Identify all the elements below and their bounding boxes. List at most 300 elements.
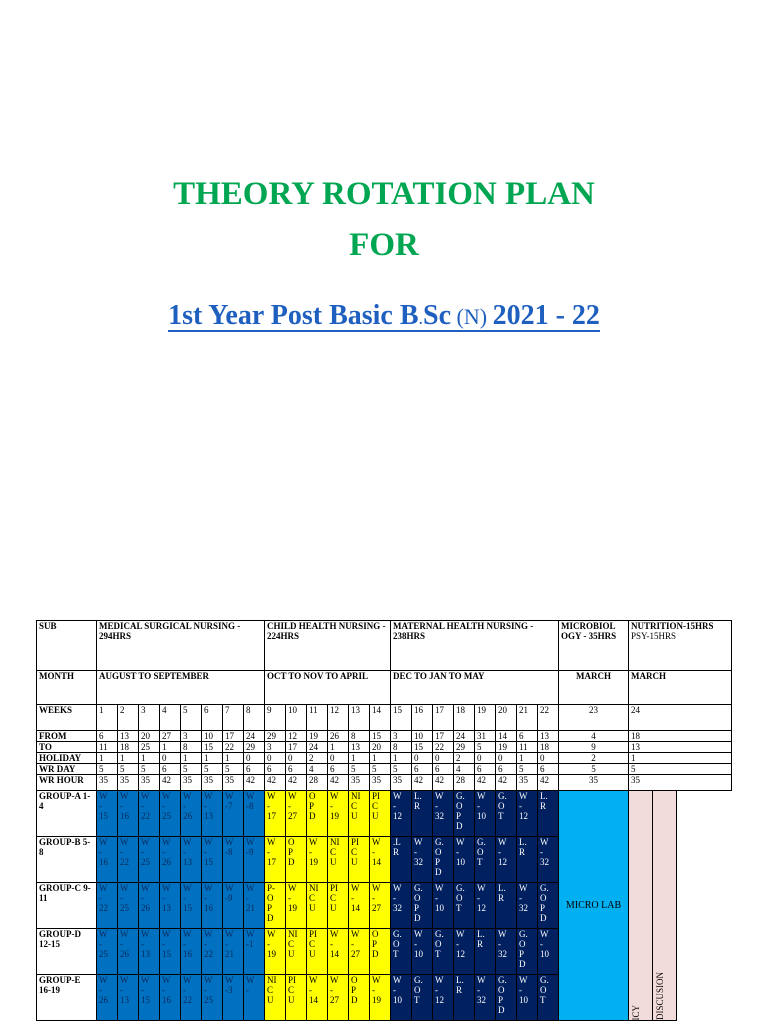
group-cell (370, 975, 391, 1021)
group-cell-text: D (414, 913, 421, 923)
group-cell-text: 14 (309, 995, 318, 1005)
group-cell-text: - (519, 801, 522, 811)
group-cell (328, 975, 349, 1021)
group-cell-text: 14 (330, 949, 339, 959)
from-cell: 10 (202, 731, 223, 742)
group-cell (160, 837, 181, 883)
group-cell-text: D (540, 913, 547, 923)
group-cell-text: R (477, 939, 484, 949)
group-cell-text: - (120, 985, 123, 995)
group-cell-text: .L (393, 837, 401, 847)
group-cell (307, 975, 328, 1021)
to-cell: 8 (181, 742, 202, 753)
group-cell-text: W (372, 837, 381, 847)
group-cell-text: T (477, 857, 483, 867)
group-cell-text: O (498, 801, 505, 811)
group-cell-text: O (267, 893, 274, 903)
group-cell-text: W (309, 975, 318, 985)
group-cell-text: - (183, 985, 186, 995)
group-cell-text: L. (456, 975, 464, 985)
group-cell-text: W (393, 975, 402, 985)
group-cell (538, 837, 559, 883)
wrday-cell: 5 (517, 764, 538, 775)
holiday-cell: 1 (370, 753, 391, 764)
table-row (37, 621, 732, 671)
group-cell-text: - (162, 847, 165, 857)
group-cell-text: - (414, 847, 417, 857)
from-cell: 3 (391, 731, 412, 742)
group-cell-text: 22 (204, 949, 213, 959)
group-cell-text: 25 (99, 949, 108, 959)
group-cell-text: W (162, 791, 171, 801)
group-cell-text: 15 (162, 949, 171, 959)
group-cell-text: 10 (414, 949, 423, 959)
group-cell-text: W (204, 975, 213, 985)
group-cell-text: U (288, 995, 295, 1005)
group-cell (139, 837, 160, 883)
group-cell-text: W (372, 975, 381, 985)
table-row (37, 764, 732, 775)
from-cell: 13 (538, 731, 559, 742)
group-cell-text: W (477, 791, 486, 801)
to-nutrition: 13 (629, 742, 732, 753)
group-cell-text: 27 (330, 995, 339, 1005)
group-cell-text: O (519, 939, 526, 949)
group-cell-text: W (99, 791, 108, 801)
group-cell-text: - (435, 893, 438, 903)
group-cell-text: 12 (498, 857, 507, 867)
group-cell-text: - (162, 985, 165, 995)
group-cell (139, 975, 160, 1021)
wrhour-cell: 35 (391, 775, 412, 791)
group-cell (97, 837, 118, 883)
group-cell-text: - (519, 985, 522, 995)
group-cell-text: W (435, 975, 444, 985)
wrhour-cell: 42 (433, 775, 454, 791)
group-cell (349, 929, 370, 975)
group-cell (202, 791, 223, 837)
group-cell-text: 19 (309, 857, 318, 867)
wrday-cell: 6 (244, 764, 265, 775)
holiday-cell: 1 (349, 753, 370, 764)
group-cell-text: 22 (99, 903, 108, 913)
group-cell-text: D (288, 857, 295, 867)
to-cell: 18 (538, 742, 559, 753)
group-cell-text: O (498, 985, 505, 995)
group-cell-text: U (309, 949, 316, 959)
to-cell: 22 (223, 742, 244, 753)
group-cell-text: - (288, 801, 291, 811)
from-cell: 12 (286, 731, 307, 742)
group-cell-text: W (246, 975, 255, 985)
wrday-cell: 5 (181, 764, 202, 775)
group-cell-text: 27 (351, 949, 360, 959)
group-cell-text: 26 (141, 903, 150, 913)
group-cell-text: - (540, 939, 543, 949)
group-cell-text: - (183, 847, 186, 857)
holiday-cell: 0 (433, 753, 454, 764)
group-cell-text: - (99, 801, 102, 811)
group-cell-text: - (120, 847, 123, 857)
group-cell-text: - (414, 939, 417, 949)
group-cell (517, 975, 538, 1021)
group-cell-text: 21 (246, 903, 255, 913)
from-cell: 10 (412, 731, 433, 742)
to-micro: 9 (559, 742, 629, 753)
group-cell-text: C (372, 801, 379, 811)
group-cell-text: W (141, 975, 150, 985)
from-nutrition: 18 (629, 731, 732, 742)
to-cell: 15 (412, 742, 433, 753)
group-cell-text: W (246, 791, 255, 801)
blank-cell (677, 791, 732, 1021)
group-cell-text: W (183, 929, 192, 939)
weeks-cell: 6 (202, 705, 223, 731)
group-cell (265, 837, 286, 883)
group-cell-text: W (267, 929, 276, 939)
group-cell (286, 929, 307, 975)
group-cell-text: W (477, 883, 486, 893)
wrhour-cell: 35 (223, 775, 244, 791)
group-cell (97, 929, 118, 975)
weeks-cell: 20 (496, 705, 517, 731)
weeks-cell: 17 (433, 705, 454, 731)
group-cell-text: O (351, 975, 358, 985)
weeks-cell: 19 (475, 705, 496, 731)
group-cell-text: P (519, 949, 525, 959)
group-cell-text: - (435, 985, 438, 995)
group-cell-text: C (351, 847, 358, 857)
group-cell-text: G. (456, 883, 465, 893)
group-cell-text: G. (477, 837, 486, 847)
group-cell-text: 22 (141, 811, 150, 821)
group-cell-text: 15 (141, 995, 150, 1005)
holiday-cell: 0 (475, 753, 496, 764)
to-cell: 22 (433, 742, 454, 753)
from-cell: 24 (454, 731, 475, 742)
group-cell-text: G. (414, 975, 423, 985)
group-cell-text: 16 (183, 949, 192, 959)
holiday-cell: 1 (181, 753, 202, 764)
group-cell-text: - (330, 939, 333, 949)
to-cell: 29 (244, 742, 265, 753)
group-cell-text: 32 (393, 903, 402, 913)
group-cell (538, 883, 559, 929)
group-cell (286, 975, 307, 1021)
group-cell-text: 22 (183, 995, 192, 1005)
group-cell-text: G. (435, 929, 444, 939)
page-subtitle (0, 300, 768, 332)
group-cell-text: W (204, 837, 213, 847)
group-cell-text: W (456, 837, 465, 847)
group-cell-text: 15 (183, 903, 192, 913)
holiday-cell: 0 (328, 753, 349, 764)
wrday-cell: 6 (265, 764, 286, 775)
group-cell-text: P (498, 995, 504, 1005)
group-cell-text: 32 (414, 857, 423, 867)
group-cell (349, 791, 370, 837)
wrhour-nutrition: 35 (629, 775, 732, 791)
wrhour-cell: 35 (181, 775, 202, 791)
group-cell-text: W (162, 975, 171, 985)
group-cell-text: O (435, 939, 442, 949)
group-cell-text: 10 (477, 811, 486, 821)
group-cell (517, 929, 538, 975)
weeks-cell: 3 (139, 705, 160, 731)
group-cell-text: W (540, 929, 549, 939)
group-label: GROUP-C 9-11 (37, 883, 97, 929)
group-cell (517, 837, 538, 883)
group-cell-text: P (351, 985, 357, 995)
sub-label: SUB (37, 621, 97, 671)
holiday-cell: 0 (412, 753, 433, 764)
group-cell (265, 791, 286, 837)
group-cell-text: W (540, 837, 549, 847)
wrday-cell: 5 (391, 764, 412, 775)
wrhour-cell: 35 (139, 775, 160, 791)
group-label: GROUP-A 1-4 (37, 791, 97, 837)
micro-lab-cell: MICRO LAB (559, 791, 629, 1021)
group-cell-text: P (288, 847, 294, 857)
group-cell-text: 13 (162, 903, 171, 913)
group-cell-text: D (372, 949, 379, 959)
page-title: THEORY ROTATION PLAN (173, 176, 595, 212)
group-cell-text: - (477, 801, 480, 811)
group-cell (139, 929, 160, 975)
month-label: MONTH (37, 671, 97, 705)
group-cell-text: 26 (120, 949, 129, 959)
group-cell (160, 883, 181, 929)
group-cell-text: - (393, 893, 396, 903)
group-cell-text: L. (414, 791, 422, 801)
to-cell: 25 (139, 742, 160, 753)
group-cell-text: - (456, 847, 459, 857)
group-cell-text: W (519, 883, 528, 893)
group-cell-text: O (477, 847, 484, 857)
group-cell-text: U (330, 903, 337, 913)
group-cell-text: - (267, 801, 270, 811)
group-cell (307, 791, 328, 837)
table-row (37, 753, 732, 764)
group-cell-text: - (99, 893, 102, 903)
table-row (37, 705, 732, 731)
group-cell (181, 929, 202, 975)
to-cell: 8 (391, 742, 412, 753)
wrday-cell: 6 (286, 764, 307, 775)
nutrition-label: NUTRITION-15HRS (631, 621, 714, 631)
group-cell-text: - (141, 847, 144, 857)
weeks-micro: 23 (559, 705, 629, 731)
group-cell (244, 791, 265, 837)
group-cell-text: W (414, 929, 423, 939)
wrhour-cell: 28 (307, 775, 328, 791)
group-cell-text: - (162, 801, 165, 811)
table-row (37, 791, 732, 837)
group-cell-text: - (246, 985, 249, 995)
group-cell-text: 32 (477, 995, 486, 1005)
group-cell (475, 791, 496, 837)
group-cell (139, 791, 160, 837)
group-cell (286, 837, 307, 883)
group-cell-text: W (183, 837, 192, 847)
group-cell (496, 929, 517, 975)
wrhour-cell: 35 (202, 775, 223, 791)
group-cell-text: T (540, 995, 546, 1005)
group-cell-text: G. (540, 975, 549, 985)
wrhour-cell: 42 (328, 775, 349, 791)
group-cell-text: - (162, 939, 165, 949)
wrhour-cell: 35 (97, 775, 118, 791)
group-cell-text: D (267, 913, 274, 923)
wrhour-cell: 42 (538, 775, 559, 791)
group-cell-text: NI (351, 791, 361, 801)
group-cell-text: D (519, 959, 526, 969)
group-cell (160, 791, 181, 837)
subject-chn: CHILD HEALTH NURSING - 224HRS (265, 621, 391, 671)
group-cell-text: - (141, 939, 144, 949)
holiday-cell: 2 (307, 753, 328, 764)
group-cell (181, 883, 202, 929)
weeks-cell: 4 (160, 705, 181, 731)
weeks-cell: 12 (328, 705, 349, 731)
group-cell-text: C (351, 801, 358, 811)
group-cell (496, 791, 517, 837)
group-cell-text: R (393, 847, 400, 857)
group-cell-text: 13 (141, 949, 150, 959)
group-cell-text: -9 (225, 893, 233, 903)
from-cell: 31 (475, 731, 496, 742)
month-mhn: DEC TO JAN TO MAY (391, 671, 559, 705)
group-cell-text: - (267, 847, 270, 857)
group-cell (433, 837, 454, 883)
group-cell-text: 16 (99, 857, 108, 867)
group-cell-text: W (225, 975, 234, 985)
group-cell-text: W (498, 837, 507, 847)
group-cell (370, 929, 391, 975)
group-cell (349, 883, 370, 929)
wrhour-cell: 35 (118, 775, 139, 791)
group-cell (517, 883, 538, 929)
group-cell (349, 975, 370, 1021)
group-cell-text: - (225, 939, 228, 949)
group-cell-text: - (204, 939, 207, 949)
group-cell-text: -9 (246, 847, 254, 857)
group-cell-text: NI (267, 975, 277, 985)
group-cell (328, 883, 349, 929)
table-row (37, 671, 732, 705)
group-cell-text: 25 (204, 995, 213, 1005)
group-cell-text: 10 (456, 857, 465, 867)
month-nutrition: MARCH (629, 671, 732, 705)
group-cell (475, 975, 496, 1021)
group-cell-text: NI (309, 883, 319, 893)
group-label: GROUP-E 16-19 (37, 975, 97, 1021)
discussion-cell (653, 791, 677, 1021)
group-cell (202, 975, 223, 1021)
group-cell (307, 883, 328, 929)
group-cell (286, 791, 307, 837)
wrday-cell: 5 (118, 764, 139, 775)
group-cell-text: W (99, 837, 108, 847)
wrhour-cell: 42 (265, 775, 286, 791)
group-cell-text: 19 (288, 903, 297, 913)
group-cell-text: W (225, 929, 234, 939)
group-cell-text: - (519, 893, 522, 903)
group-cell (244, 837, 265, 883)
group-cell-text: W (183, 975, 192, 985)
group-cell (391, 929, 412, 975)
group-cell-text: O (435, 847, 442, 857)
group-cell-text: U (288, 949, 295, 959)
nutrition-pink-cell (629, 791, 653, 1021)
group-cell (412, 791, 433, 837)
wrhour-cell: 28 (454, 775, 475, 791)
wrhour-cell: 42 (412, 775, 433, 791)
group-cell-text: 12 (477, 903, 486, 913)
group-cell-text: G. (456, 791, 465, 801)
group-cell-text: W (99, 975, 108, 985)
group-cell (181, 837, 202, 883)
group-cell-text: W (183, 883, 192, 893)
group-cell-text: G. (435, 837, 444, 847)
wrhour-cell: 35 (349, 775, 370, 791)
wrday-cell: 5 (139, 764, 160, 775)
group-cell-text: -3 (225, 985, 233, 995)
group-cell-text: 32 (519, 903, 528, 913)
weeks-cell: 1 (97, 705, 118, 731)
group-label: GROUP-B 5-8 (37, 837, 97, 883)
group-cell-text: P (435, 857, 441, 867)
group-cell (538, 929, 559, 975)
wrday-cell: 6 (496, 764, 517, 775)
group-cell (391, 883, 412, 929)
group-cell (244, 975, 265, 1021)
to-cell: 24 (307, 742, 328, 753)
group-cell-text: T (414, 995, 420, 1005)
rotation-plan-table (36, 620, 732, 1021)
group-cell-text: 26 (183, 811, 192, 821)
wrday-cell: 5 (349, 764, 370, 775)
group-cell-text: W (288, 883, 297, 893)
group-cell-text: PI (372, 791, 381, 801)
group-cell (475, 929, 496, 975)
group-cell-text: 16 (120, 811, 129, 821)
group-cell-text: R (456, 985, 463, 995)
wrhour-cell: 42 (475, 775, 496, 791)
group-cell-text: 25 (141, 857, 150, 867)
group-cell-text: - (141, 801, 144, 811)
group-cell-text: W (141, 837, 150, 847)
group-cell (370, 837, 391, 883)
group-cell-text: D (498, 1005, 505, 1015)
group-cell-text: P- (267, 883, 276, 893)
from-cell: 6 (517, 731, 538, 742)
to-label: TO (37, 742, 97, 753)
group-cell-text: - (330, 985, 333, 995)
group-cell-text: W (372, 883, 381, 893)
group-cell-text: 22 (120, 857, 129, 867)
group-cell-text: W (330, 791, 339, 801)
group-cell (391, 791, 412, 837)
holiday-cell: 0 (160, 753, 181, 764)
group-cell-text: P (372, 939, 378, 949)
to-cell: 20 (370, 742, 391, 753)
group-cell-text: 12 (435, 995, 444, 1005)
group-cell-text: W (162, 929, 171, 939)
group-cell (286, 883, 307, 929)
holiday-cell: 0 (538, 753, 559, 764)
group-cell-text: W (162, 883, 171, 893)
